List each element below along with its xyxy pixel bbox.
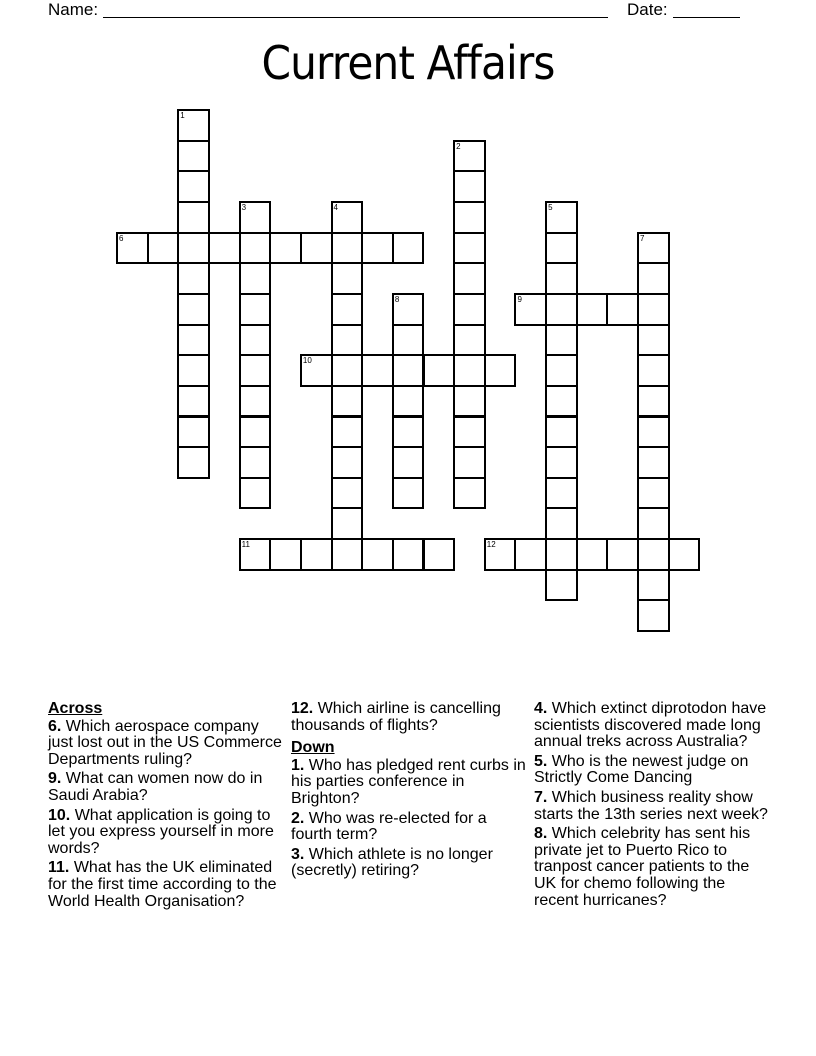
clue-text: What can women now do in Saudi Arabia?: [48, 770, 263, 804]
crossword-cell[interactable]: [545, 293, 578, 326]
crossword-cell[interactable]: [545, 446, 578, 479]
clue-down-4: [534, 701, 774, 751]
clue-down-2: [291, 811, 531, 844]
crossword-cell[interactable]: [453, 446, 486, 479]
crossword-cell[interactable]: [637, 538, 670, 571]
crossword-cell[interactable]: [239, 385, 272, 418]
crossword-cell[interactable]: [177, 140, 210, 173]
crossword-cell[interactable]: [668, 538, 701, 571]
crossword-cell[interactable]: [545, 477, 578, 510]
crossword-cell[interactable]: [147, 232, 180, 265]
crossword-cell[interactable]: [177, 201, 210, 234]
crossword-cell[interactable]: [453, 385, 486, 418]
clue-text: Who was re-elected for a fourth term?: [291, 809, 487, 844]
clue-down-3: [291, 847, 531, 880]
clue-down-5: [534, 754, 774, 787]
crossword-cell[interactable]: [239, 538, 272, 571]
clue-text: What has the UK eliminated for the first time according to the World Health Organisation?: [48, 859, 277, 910]
crossword-cell[interactable]: [637, 569, 670, 602]
crossword-cell[interactable]: [545, 262, 578, 295]
crossword-cell[interactable]: [545, 324, 578, 357]
cell-number: 4: [333, 202, 338, 212]
page-title: Current Affairs: [261, 36, 555, 90]
crossword-cell[interactable]: [177, 293, 210, 326]
clue-across-11: [48, 860, 288, 910]
clue-number: 8.: [534, 825, 548, 843]
clue-number: 5.: [534, 752, 548, 770]
crossword-cell[interactable]: [453, 262, 486, 295]
crossword-cell[interactable]: [239, 262, 272, 295]
crossword-cell[interactable]: [637, 232, 670, 265]
crossword-cell[interactable]: [361, 538, 394, 571]
crossword-cell[interactable]: [331, 507, 364, 540]
crossword-cell[interactable]: [331, 324, 364, 357]
crossword-cell[interactable]: [331, 538, 364, 571]
crossword-cell[interactable]: [576, 293, 609, 326]
clue-text: What application is going to let you express yourself in more words?: [48, 806, 274, 857]
crossword-cell[interactable]: [637, 507, 670, 540]
cell-number: 6: [119, 233, 124, 243]
crossword-cell[interactable]: [239, 446, 272, 479]
crossword-cell[interactable]: [392, 324, 425, 357]
cell-number: 3: [241, 202, 247, 212]
crossword-cell[interactable]: [484, 538, 517, 571]
crossword-cell[interactable]: [392, 293, 425, 326]
name-field-line[interactable]: [103, 17, 608, 18]
crossword-cell[interactable]: [116, 232, 149, 265]
crossword-cell[interactable]: [453, 232, 486, 265]
crossword-cell[interactable]: [637, 324, 670, 357]
cell-number: 10: [302, 356, 312, 366]
crossword-cell[interactable]: [361, 232, 394, 265]
clue-number: 9.: [48, 770, 62, 788]
clue-text: Which athlete is no longer (secretly) retiring?: [291, 845, 493, 880]
crossword-cell[interactable]: [576, 538, 609, 571]
clue-down-1: [291, 758, 531, 808]
cell-number: 2: [456, 141, 461, 151]
clue-across-12: [291, 701, 531, 734]
crossword-cell[interactable]: [545, 232, 578, 265]
clue-number: 3.: [291, 845, 305, 863]
crossword-cell[interactable]: [453, 140, 486, 173]
crossword-cell[interactable]: [208, 232, 241, 265]
crossword-cell[interactable]: [514, 538, 547, 571]
crossword-cell[interactable]: [453, 354, 486, 387]
date-label: Date:: [627, 0, 668, 19]
crossword-cell[interactable]: [300, 354, 333, 387]
crossword-cell[interactable]: [637, 262, 670, 295]
crossword-cell[interactable]: [177, 262, 210, 295]
cell-number: 12: [486, 540, 496, 550]
clue-column-2: [291, 701, 531, 883]
clue-across-10: [48, 808, 288, 858]
crossword-cell[interactable]: [331, 354, 364, 387]
down-heading: Down: [291, 739, 335, 757]
crossword-cell[interactable]: [331, 477, 364, 510]
crossword-cell[interactable]: [514, 293, 547, 326]
crossword-cell[interactable]: [177, 324, 210, 357]
crossword-cell[interactable]: [453, 201, 486, 234]
crossword-cell[interactable]: [239, 354, 272, 387]
crossword-cell[interactable]: [637, 446, 670, 479]
crossword-cell[interactable]: [423, 354, 456, 387]
crossword-cell[interactable]: [423, 538, 456, 571]
crossword-cell[interactable]: [239, 324, 272, 357]
crossword-cell[interactable]: [331, 262, 364, 295]
crossword-cell[interactable]: [300, 538, 333, 571]
clue-text: Which business reality show starts the 13th series next week?: [534, 788, 768, 823]
crossword-cell[interactable]: [392, 446, 425, 479]
crossword-cell[interactable]: [606, 538, 639, 571]
clue-across-9: [48, 771, 288, 804]
crossword-cell[interactable]: [392, 416, 425, 449]
crossword-cell[interactable]: [453, 170, 486, 203]
clue-number: 12.: [291, 700, 314, 717]
crossword-cell[interactable]: [331, 201, 364, 234]
crossword-cell[interactable]: [392, 477, 425, 510]
cell-number: 11: [241, 540, 250, 550]
clue-down-7: [534, 790, 774, 823]
crossword-cell[interactable]: [484, 354, 517, 387]
crossword-cell[interactable]: [545, 354, 578, 387]
cell-number: 1: [180, 111, 185, 120]
across-heading: Across: [48, 700, 103, 717]
name-label: Name:: [48, 0, 99, 19]
clue-number: 4.: [534, 700, 548, 717]
clue-down-8: [534, 826, 774, 909]
crossword-cell[interactable]: [361, 354, 394, 387]
clue-number: 11.: [48, 859, 70, 877]
clue-text: Which airline is cancelling thousands of flights?: [291, 700, 501, 734]
crossword-cell[interactable]: [453, 293, 486, 326]
crossword-cell[interactable]: [239, 293, 272, 326]
crossword-cell[interactable]: [453, 477, 486, 510]
crossword-cell[interactable]: [453, 324, 486, 357]
clue-across-6: [48, 719, 288, 769]
crossword-cell[interactable]: [392, 232, 425, 265]
crossword-cell[interactable]: [239, 201, 272, 234]
clue-text: Which celebrity has sent his private jet to Puerto Rico to tranpost cancer patients to the UK for chemo following the recent hurricanes?: [534, 825, 751, 909]
crossword-cell[interactable]: [177, 446, 210, 479]
crossword-cell[interactable]: [177, 385, 210, 418]
crossword-cell[interactable]: [331, 416, 364, 449]
crossword-cell[interactable]: [637, 599, 670, 632]
crossword-cell[interactable]: [545, 569, 578, 602]
crossword-cell[interactable]: [606, 293, 639, 326]
crossword-cell[interactable]: [269, 538, 302, 571]
crossword-cell[interactable]: [239, 416, 272, 449]
clue-number: 2.: [291, 809, 305, 827]
crossword-cell[interactable]: [269, 232, 302, 265]
crossword-cell[interactable]: [239, 477, 272, 510]
clue-text: Who is the newest judge on Strictly Come Dancing: [534, 752, 749, 787]
crossword-cell[interactable]: [177, 416, 210, 449]
crossword-cell[interactable]: [637, 416, 670, 449]
crossword-cell[interactable]: [331, 293, 364, 326]
crossword-cell[interactable]: [545, 538, 578, 571]
cell-number: 9: [517, 294, 522, 304]
clue-number: 6.: [48, 717, 62, 735]
crossword-cell[interactable]: [637, 385, 670, 418]
clue-number: 7.: [534, 788, 548, 806]
crossword-cell[interactable]: [545, 416, 578, 449]
clue-text: Which extinct diprotodon have scientists discovered made long annual treks across Australia?: [534, 700, 767, 751]
clue-column-3: [534, 701, 774, 912]
crossword-cell[interactable]: [331, 385, 364, 418]
crossword-cell[interactable]: [453, 416, 486, 449]
date-field-line[interactable]: [673, 17, 740, 18]
clue-number: 1.: [291, 756, 305, 774]
crossword-cell[interactable]: [392, 385, 425, 418]
clue-text: Who has pledged rent curbs in his parties conference in Brighton?: [291, 756, 526, 807]
clue-text: Which aerospace company just lost out in the US Commerce Departments ruling?: [48, 717, 282, 768]
crossword-cell[interactable]: [331, 232, 364, 265]
cell-number: 8: [394, 294, 400, 304]
crossword-cell[interactable]: [545, 507, 578, 540]
crossword-cell[interactable]: [637, 477, 670, 510]
crossword-cell[interactable]: [637, 293, 670, 326]
crossword-cell[interactable]: [331, 446, 364, 479]
crossword-cell[interactable]: [300, 232, 333, 265]
crossword-cell[interactable]: [545, 385, 578, 418]
crossword-cell[interactable]: [545, 201, 578, 234]
clue-column-1: [48, 701, 288, 913]
crossword-cell[interactable]: [392, 354, 425, 387]
crossword-cell[interactable]: [637, 354, 670, 387]
crossword-cell[interactable]: [239, 232, 272, 265]
crossword-cell[interactable]: [177, 170, 210, 203]
crossword-cell[interactable]: [177, 109, 210, 142]
cell-number: 5: [548, 202, 553, 212]
crossword-cell[interactable]: [177, 232, 210, 265]
crossword-cell[interactable]: [177, 354, 210, 387]
crossword-cell[interactable]: [392, 538, 425, 571]
cell-number: 7: [640, 233, 645, 243]
clue-number: 10.: [48, 806, 71, 824]
